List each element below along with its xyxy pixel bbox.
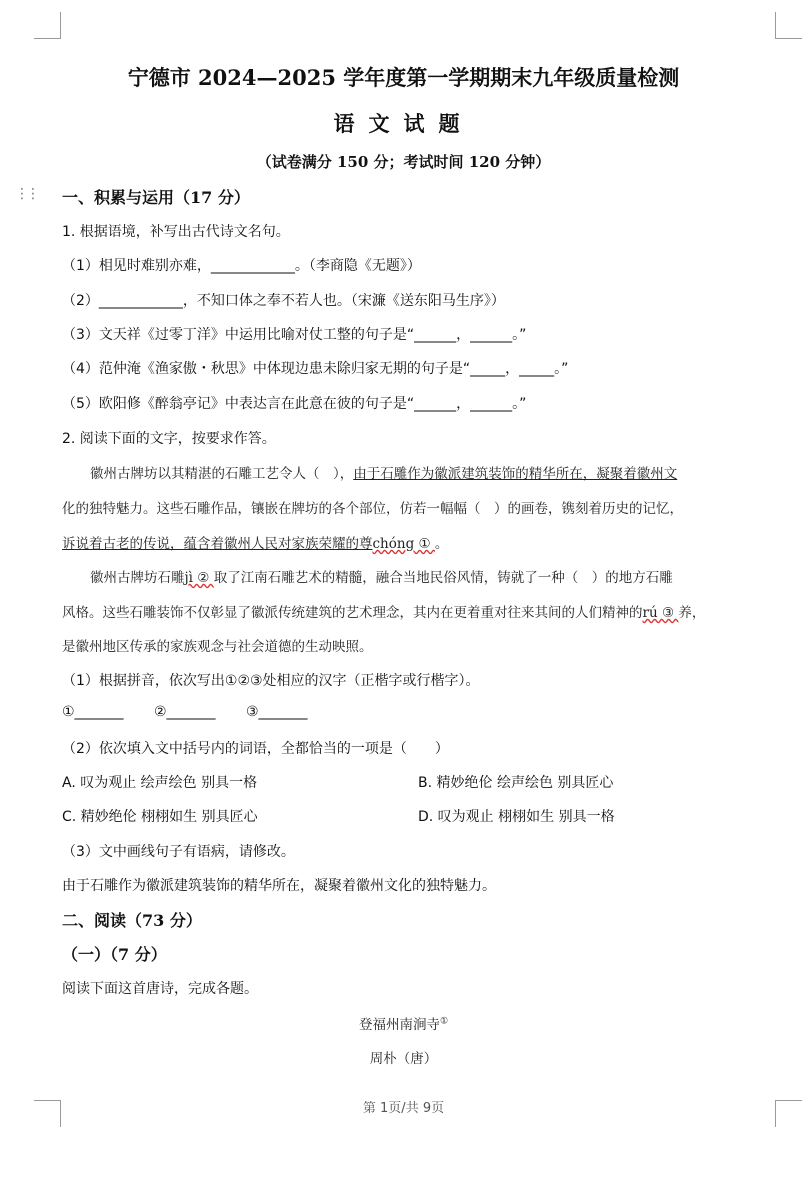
page-number: 第 1页/共 9页 <box>362 1101 445 1116</box>
crop-mark-top-left <box>34 12 61 39</box>
reading-instruction: 阅读下面这首唐诗，完成各题。 <box>62 981 258 997</box>
faulty-sentence: 由于石雕作为徽派建筑装饰的精华所在，凝聚着徽州文化的独特魅力。 <box>62 878 496 894</box>
passage-p2-line3: 是徽州地区传承的家族观念与社会道德的生动映照。 <box>62 639 373 655</box>
option-d: D. 叹为观止 栩栩如生 别具一格 <box>418 809 615 825</box>
q1-stem: 1. 根据语境，补写出古代诗文名句。 <box>62 224 290 240</box>
option-a: A. 叹为观止 绘声绘色 别具一格 <box>62 775 258 791</box>
exam-title: 宁德市 2024—2025 学年度第一学期期末九年级质量检测 <box>127 65 680 90</box>
q1-item-1: （1）相见时难别亦难，____________。（李商隐《无题》） <box>62 258 421 274</box>
pinyin-blank-3: rú ③ <box>642 605 679 621</box>
q2-stem: 2. 阅读下面的文字，按要求作答。 <box>62 431 276 447</box>
blank-2: ②_______ <box>154 704 216 720</box>
option-b: B. 精妙绝伦 绘声绘色 别具匠心 <box>418 775 614 791</box>
blank-1: ①_______ <box>62 704 124 720</box>
q2-sub3: （3）文中画线句子有语病，请修改。 <box>62 844 295 860</box>
q2-sub2: （2）依次填入文中括号内的词语，全都恰当的一项是（ ） <box>62 741 449 757</box>
underlined-sentence: 由于石雕作为徽派建筑装饰的精华所在，凝聚着徽州文 <box>353 466 678 482</box>
section2-heading: 二、阅读（73 分） <box>62 911 202 930</box>
pinyin-blank-2: jì ② <box>184 570 214 586</box>
footnote-mark: ① <box>439 1016 449 1027</box>
option-c: C. 精妙绝伦 栩栩如生 别具匠心 <box>62 809 258 825</box>
passage-p2-line1: 徽州古牌坊石雕jì ② 取了江南石雕艺术的精髓，融合当地民俗风情，铸就了一种（ ）的地方石雕 <box>90 570 673 586</box>
poem-title: 登福州南涧寺① <box>358 1016 449 1033</box>
passage-p1-line1: 徽州古牌坊以其精湛的石雕工艺令人（ ），由于石雕作为徽派建筑装饰的精华所在，凝聚着徽州文 <box>90 466 678 482</box>
crop-mark-top-right <box>775 12 802 39</box>
drag-handle-icon[interactable]: ⋮⋮ <box>15 186 37 202</box>
exam-subtitle: 语文试题 <box>333 111 474 136</box>
q1-item-3: （3）文天祥《过零丁洋》中运用比喻对仗工整的句子是“______，______。” <box>62 327 527 343</box>
q1-item-4: （4）范仲淹《渔家傲・秋思》中体现边患未除归家无期的句子是“_____，_____。” <box>62 361 569 377</box>
poem-author: 周朴（唐） <box>369 1051 438 1067</box>
q1-item-5: （5）欧阳修《醉翁亭记》中表达言在此意在彼的句子是“______，______。” <box>62 396 527 412</box>
exam-note: （试卷满分 150 分；考试时间 120 分钟） <box>256 153 551 171</box>
blank-3: ③_______ <box>246 704 308 720</box>
section1-heading: 一、积累与运用（17 分） <box>62 188 250 207</box>
passage-p1-line2: 化的独特魅力。这些石雕作品，镶嵌在牌坊的各个部位，仿若一幅幅（ ）的画卷，镌刻着历史的记忆， <box>62 501 683 517</box>
q2-sub1: （1）根据拼音，依次写出①②③处相应的汉字（正楷字或行楷字）。 <box>62 673 480 689</box>
part1-heading: （一）（7 分） <box>62 945 167 964</box>
q1-item-2: （2）____________，不知口体之奉不若人也。（宋濂《送东阳马生序》） <box>62 293 505 309</box>
passage-p1-line3: 诉说着古老的传说，蕴含着徽州人民对家族荣耀的尊chóng ① 。 <box>62 536 449 552</box>
passage-p2-line2: 风格。这些石雕装饰不仅彰显了徽派传统建筑的艺术理念，其内在更着重对往来其间的人们精神的rú ③ 养， <box>62 605 706 621</box>
pinyin-blank-1: chóng ① <box>372 536 435 552</box>
